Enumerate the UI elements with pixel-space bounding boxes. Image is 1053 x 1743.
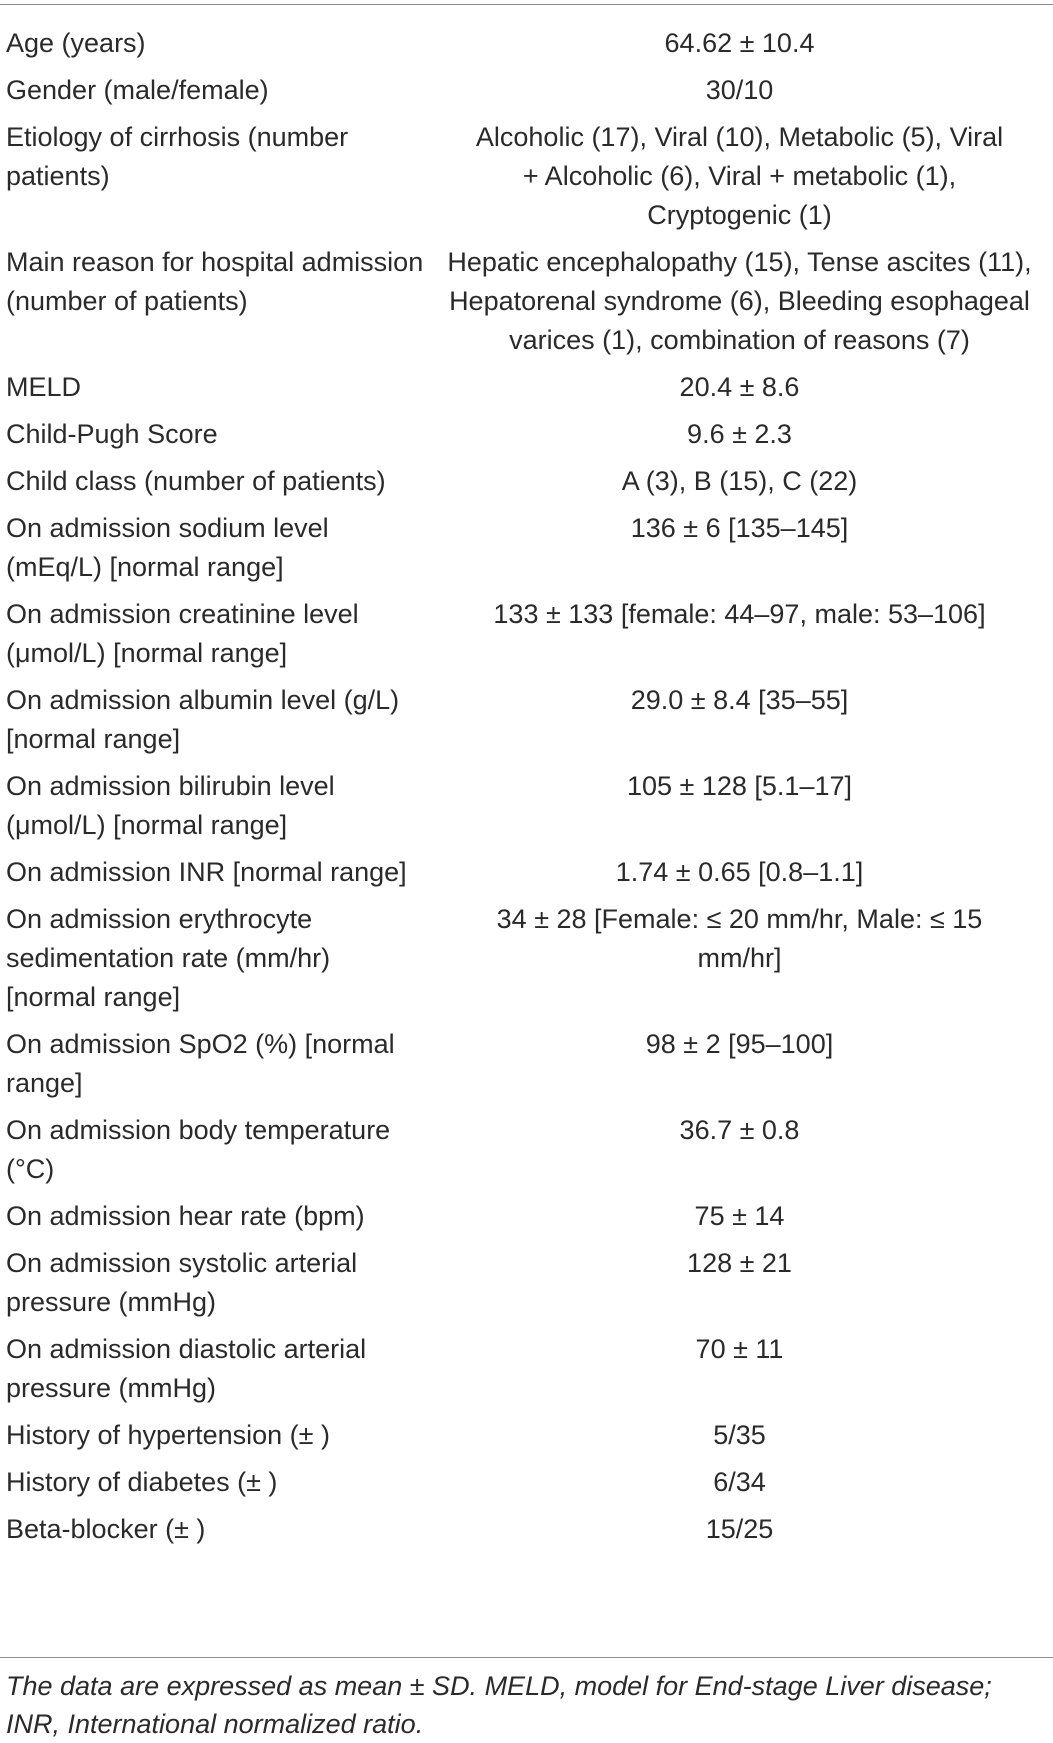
row-value: 133 ± 133 [female: 44–97, male: 53–106] bbox=[493, 599, 986, 629]
table-row bbox=[0, 1330, 1053, 1416]
row-label: Child class (number of patients) bbox=[6, 466, 386, 496]
table-top-rule bbox=[0, 4, 1053, 5]
table-row bbox=[0, 1197, 1053, 1244]
patient-characteristics-table bbox=[0, 24, 1053, 1557]
row-value: 34 ± 28 [Female: ≤ 20 mm/hr, Male: ≤ 15 mm/hr] bbox=[496, 904, 983, 973]
row-value: 30/10 bbox=[705, 75, 774, 105]
table-bottom-rule bbox=[0, 1657, 1053, 1658]
table-row bbox=[0, 767, 1053, 853]
row-label: Etiology of cirrhosis (number patients) bbox=[6, 122, 349, 191]
row-value: 98 ± 2 [95–100] bbox=[645, 1029, 834, 1059]
row-label: On admission albumin level (g/L) [normal range] bbox=[6, 685, 400, 754]
table-row bbox=[0, 853, 1053, 900]
row-value: 75 ± 14 bbox=[694, 1201, 785, 1231]
table-row bbox=[0, 462, 1053, 509]
row-value: 15/25 bbox=[705, 1514, 774, 1544]
table-row bbox=[0, 509, 1053, 595]
table-row bbox=[0, 1463, 1053, 1510]
row-value: 1.74 ± 0.65 [0.8–1.1] bbox=[615, 857, 864, 887]
row-value: 105 ± 128 [5.1–17] bbox=[626, 771, 852, 801]
row-value: 136 ± 6 [135–145] bbox=[630, 513, 849, 543]
table-row bbox=[0, 1510, 1053, 1557]
row-label: On admission hear rate (bpm) bbox=[6, 1201, 365, 1231]
row-label: On admission SpO2 (%) [normal range] bbox=[6, 1029, 395, 1098]
row-value: 64.62 ± 10.4 bbox=[664, 28, 815, 58]
table-row bbox=[0, 1416, 1053, 1463]
table-row bbox=[0, 118, 1053, 243]
row-label: On admission diastolic arterial pressure (mmHg) bbox=[6, 1334, 367, 1403]
row-value: 9.6 ± 2.3 bbox=[687, 419, 792, 449]
table-row bbox=[0, 368, 1053, 415]
row-label: MELD bbox=[6, 372, 82, 402]
table-row bbox=[0, 595, 1053, 681]
row-label: Main reason for hospital admission (number of patients) bbox=[6, 247, 424, 316]
row-label: On admission INR [normal range] bbox=[6, 857, 407, 887]
row-value: 70 ± 11 bbox=[695, 1334, 784, 1364]
row-value: 20.4 ± 8.6 bbox=[679, 372, 800, 402]
table-row bbox=[0, 24, 1053, 71]
row-value: 128 ± 21 bbox=[687, 1248, 792, 1278]
table-row bbox=[0, 1111, 1053, 1197]
row-value: 36.7 ± 0.8 bbox=[679, 1115, 800, 1145]
row-label: On admission erythrocyte sedimentation rate (mm/hr) [normal range] bbox=[6, 904, 331, 1012]
table-row bbox=[0, 681, 1053, 767]
table-row bbox=[0, 71, 1053, 118]
row-value: A (3), B (15), C (22) bbox=[621, 466, 858, 496]
row-label: On admission creatinine level (μmol/L) [normal range] bbox=[6, 599, 359, 668]
row-value: Hepatic encephalopathy (15), Tense ascites (11), Hepatorenal syndrome (6), Bleeding esophageal varices (1), combination of reasons (7) bbox=[447, 247, 1032, 355]
table-footnote: The data are expressed as mean ± SD. MELD, model for End-stage Liver disease; INR, International normalized ratio. bbox=[6, 1671, 992, 1739]
table-row bbox=[0, 1244, 1053, 1330]
row-value: 29.0 ± 8.4 [35–55] bbox=[630, 685, 849, 715]
table-row bbox=[0, 243, 1053, 368]
table-row bbox=[0, 1025, 1053, 1111]
row-label: On admission sodium level (mEq/L) [normal range] bbox=[6, 513, 329, 582]
row-label: Child-Pugh Score bbox=[6, 419, 218, 449]
row-label: On admission bilirubin level (μmol/L) [normal range] bbox=[6, 771, 335, 840]
row-value: 6/34 bbox=[713, 1467, 766, 1497]
row-label: Age (years) bbox=[6, 28, 146, 58]
table-row bbox=[0, 900, 1053, 1025]
row-value: 5/35 bbox=[713, 1420, 766, 1450]
row-label: On admission systolic arterial pressure (mmHg) bbox=[6, 1248, 358, 1317]
row-label: History of diabetes (± ) bbox=[6, 1467, 278, 1497]
row-value: Alcoholic (17), Viral (10), Metabolic (5), Viral + Alcoholic (6), Viral + metabolic (1), Cryptogenic (1) bbox=[475, 122, 1004, 230]
row-label: Gender (male/female) bbox=[6, 75, 269, 105]
row-label: History of hypertension (± ) bbox=[6, 1420, 330, 1450]
table-row bbox=[0, 415, 1053, 462]
row-label: Beta-blocker (± ) bbox=[6, 1514, 206, 1544]
row-label: On admission body temperature (°C) bbox=[6, 1115, 391, 1184]
